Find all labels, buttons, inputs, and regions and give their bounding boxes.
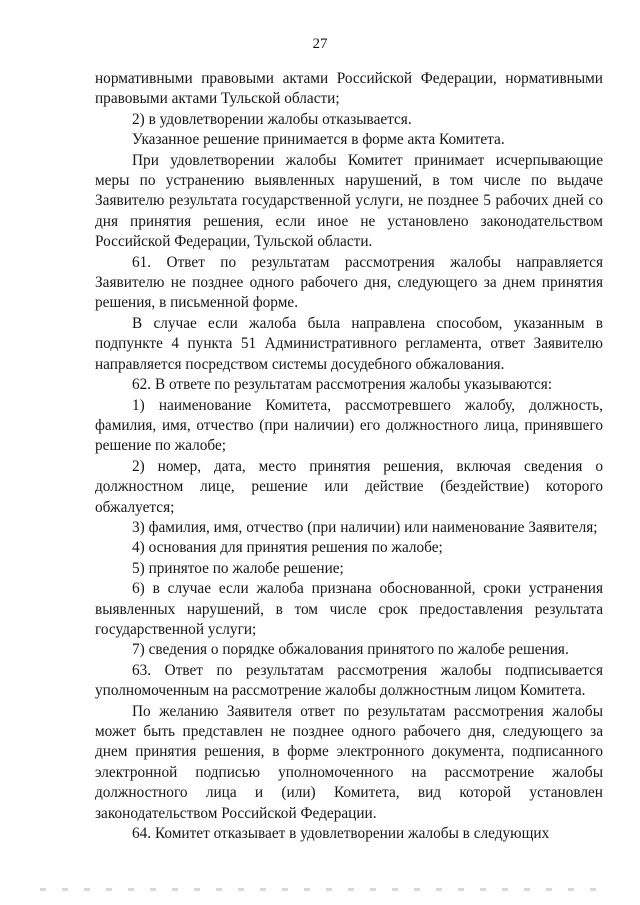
paragraph-62-item-3: 3) фамилия, имя, отчество (при наличии) или наименование Заявителя; bbox=[132, 518, 598, 536]
document-text bbox=[95, 69, 603, 844]
paragraph-62-item-7: 7) сведения о порядке обжалования принятого по жалобе решения. bbox=[132, 641, 569, 659]
paragraph-62-item-2: 2) номер, дата, место принятия решения, включая сведения о должностном лице, решение или действие (бездействие) которого обжалуется; bbox=[95, 457, 603, 516]
scan-noise-line bbox=[40, 888, 610, 891]
page-number: 27 bbox=[312, 36, 328, 52]
paragraph-63-electronic-document: По желанию Заявителя ответ по результатам рассмотрения жалобы может быть представлен не позднее одного рабочего дня, следующего за днем принятия решения, в форме электронного документа, подписанного электронной подписью уполномоченного на рассмотрение жалобы должностного лица и (или) Комитета, вид которой установлен законодательством Российской Федерации. bbox=[95, 702, 603, 822]
paragraph-61-pre-trial-system: В случае если жалоба была направлена способом, указанным в подпункте 4 пункта 51 Административного регламента, ответ Заявителю направляется посредством системы досудебного обжалования. bbox=[95, 314, 603, 373]
paragraph-item-2-refusal: 2) в удовлетворении жалобы отказывается. bbox=[132, 110, 412, 128]
paragraph-62: 62. В ответе по результатам рассмотрения жалобы указываются: bbox=[132, 376, 553, 394]
paragraph-continuation: нормативными правовыми актами Российской Федерации, нормативными правовыми актами Тульской области; bbox=[95, 70, 603, 108]
paragraph-64: 64. Комитет отказывает в удовлетворении жалобы в следующих bbox=[132, 825, 550, 843]
paragraph-63: 63. Ответ по результатам рассмотрения жалобы подписывается уполномоченным на рассмотрение жалобы должностным лицом Комитета. bbox=[95, 661, 603, 700]
paragraph-act-decision: Указанное решение принимается в форме акта Комитета. bbox=[132, 131, 505, 149]
paragraph-61: 61. Ответ по результатам рассмотрения жалобы направляется Заявителю не позднее одного рабочего дня, следующего за днем принятия решения, в письменной форме. bbox=[95, 253, 603, 312]
paragraph-62-item-4: 4) основания для принятия решения по жалобе; bbox=[132, 539, 443, 557]
paragraph-62-item-6: 6) в случае если жалоба признана обоснованной, сроки устранения выявленных нарушений, в том числе срок предоставления результата государственной услуги; bbox=[95, 580, 603, 638]
paragraph-62-item-5: 5) принятое по жалобе решение; bbox=[132, 559, 344, 577]
paragraph-62-item-1: 1) наименование Комитета, рассмотревшего жалобу, должность, фамилия, имя, отчество (при наличии) его должностного лица, принявшего решение по жалобе; bbox=[95, 396, 603, 455]
paragraph-satisfaction-measures: При удовлетворении жалобы Комитет принимает исчерпывающие меры по устранению выявленных нарушений, в том числе по выдаче Заявителю результата государственной услуги, не позднее 5 рабочих дней со дня принятия решения, если иное не установлено законодательством Российской Федерации, Тульской области. bbox=[95, 151, 603, 251]
